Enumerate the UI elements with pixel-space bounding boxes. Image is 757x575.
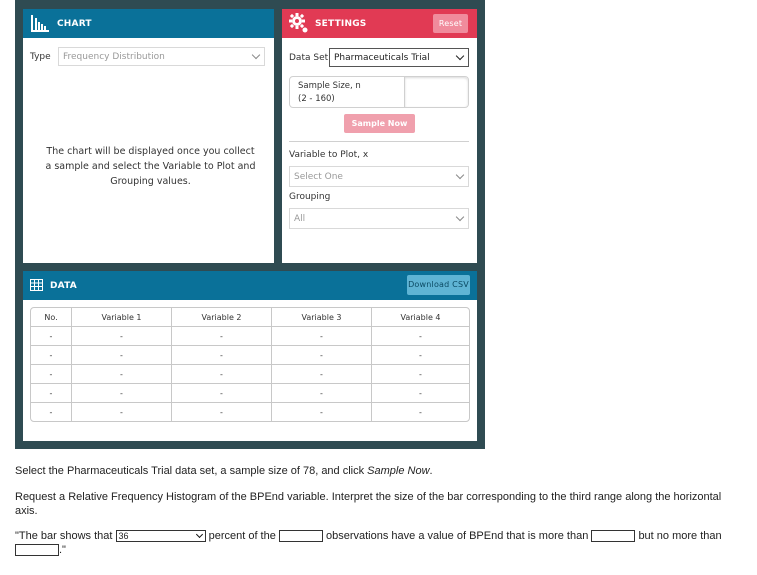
variable-value: Select One	[294, 172, 343, 182]
answer-dropdown-value: 36	[118, 531, 129, 542]
table-cell: -	[72, 346, 172, 365]
table-cell: -	[31, 365, 72, 384]
download-csv-button[interactable]: Download CSV	[407, 275, 470, 295]
column-header-variable-2: Variable 2	[172, 308, 272, 327]
chevron-down-icon	[456, 213, 464, 221]
table-row	[31, 403, 470, 422]
table-cell: -	[272, 384, 372, 403]
observations-count-input[interactable]	[279, 530, 323, 542]
table-icon	[30, 279, 43, 291]
settings-title: SETTINGS	[315, 19, 367, 29]
table-cell: -	[172, 365, 272, 384]
table-cell: -	[31, 384, 72, 403]
table-cell: -	[372, 365, 470, 384]
table-cell: -	[72, 403, 172, 422]
request-text: Request a Relative Frequency Histogram of the BPEnd variable. Interpret the size of the bar corresponding to the third range along the horizontal axis.	[15, 491, 722, 517]
table-cell: -	[272, 365, 372, 384]
instruction-post: .	[429, 465, 433, 477]
table-cell: -	[272, 327, 372, 346]
answer-dropdown[interactable]	[116, 530, 206, 542]
grouping-label: Grouping	[289, 192, 331, 202]
table-cell: -	[31, 403, 72, 422]
grouping-select[interactable]	[289, 208, 469, 229]
reset-button[interactable]: Reset	[433, 14, 468, 33]
table-cell: -	[372, 327, 470, 346]
variable-label: Variable to Plot, x	[289, 150, 369, 160]
table-row	[31, 365, 470, 384]
sample-size-group	[289, 76, 469, 108]
grouping-value: All	[294, 214, 306, 224]
table-cell: -	[272, 346, 372, 365]
chevron-down-icon	[252, 51, 260, 59]
data-header	[23, 271, 477, 300]
table-cell: -	[31, 327, 72, 346]
column-header-no: No.	[31, 308, 72, 327]
chevron-down-icon	[456, 171, 464, 179]
chart-header	[23, 9, 274, 38]
answer-part-4: but no more than	[638, 530, 722, 542]
data-title: DATA	[50, 281, 77, 291]
table-cell: -	[372, 346, 470, 365]
instruction-text	[15, 464, 433, 478]
table-cell: -	[172, 403, 272, 422]
settings-panel	[282, 9, 477, 263]
lower-bound-input[interactable]	[591, 530, 635, 542]
gear-icon	[288, 12, 310, 34]
table-cell: -	[172, 346, 272, 365]
answer-sentence	[15, 529, 735, 557]
column-header-variable-3: Variable 3	[272, 308, 372, 327]
instruction-emphasis: Sample Now	[367, 465, 430, 477]
bar-chart-icon	[30, 14, 50, 33]
type-label: Type	[30, 52, 51, 62]
data-table-body	[31, 327, 470, 422]
table-row	[31, 384, 470, 403]
answer-part-3: observations have a value of BPEnd that is more than	[325, 530, 589, 542]
answer-part-1: "The bar shows that	[15, 530, 113, 542]
data-panel	[23, 271, 477, 441]
table-cell: -	[272, 403, 372, 422]
table-header-row	[31, 308, 470, 327]
answer-part-5: ."	[59, 544, 66, 556]
chart-placeholder-text: The chart will be displayed once you collect a sample and select the Variable to Plot and Grouping values.	[45, 146, 256, 187]
table-cell: -	[72, 327, 172, 346]
chart-type-value: Frequency Distribution	[63, 52, 165, 62]
table-cell: -	[72, 384, 172, 403]
sample-size-label: Sample Size, n	[298, 81, 361, 91]
dataset-select[interactable]	[329, 48, 469, 67]
table-cell: -	[31, 346, 72, 365]
sample-size-range: (2 - 160)	[298, 94, 335, 104]
table-cell: -	[372, 403, 470, 422]
table-row	[31, 327, 470, 346]
instruction-pre: Select the Pharmaceuticals Trial data set, a sample size of 78, and click	[15, 465, 368, 477]
settings-divider	[289, 141, 469, 142]
column-header-variable-4: Variable 4	[372, 308, 470, 327]
chart-panel	[23, 9, 274, 263]
answer-part-2: percent of the	[208, 530, 276, 542]
data-table-wrapper	[30, 307, 470, 422]
sample-size-input[interactable]	[404, 77, 468, 107]
dataset-value: Pharmaceuticals Trial	[334, 53, 430, 63]
sample-now-button[interactable]: Sample Now	[344, 114, 415, 133]
table-cell: -	[72, 365, 172, 384]
upper-bound-input[interactable]	[15, 544, 59, 556]
variable-select[interactable]	[289, 166, 469, 187]
table-cell: -	[172, 384, 272, 403]
table-cell: -	[372, 384, 470, 403]
chevron-down-icon	[456, 52, 464, 60]
table-row	[31, 346, 470, 365]
column-header-variable-1: Variable 1	[72, 308, 172, 327]
chart-type-select[interactable]	[58, 47, 265, 66]
settings-header	[282, 9, 477, 38]
chart-title: CHART	[57, 19, 92, 29]
chevron-down-icon	[195, 531, 202, 538]
statcrunch-app	[15, 0, 485, 449]
table-cell: -	[172, 327, 272, 346]
dataset-label: Data Set	[289, 53, 329, 63]
data-table	[30, 307, 470, 422]
